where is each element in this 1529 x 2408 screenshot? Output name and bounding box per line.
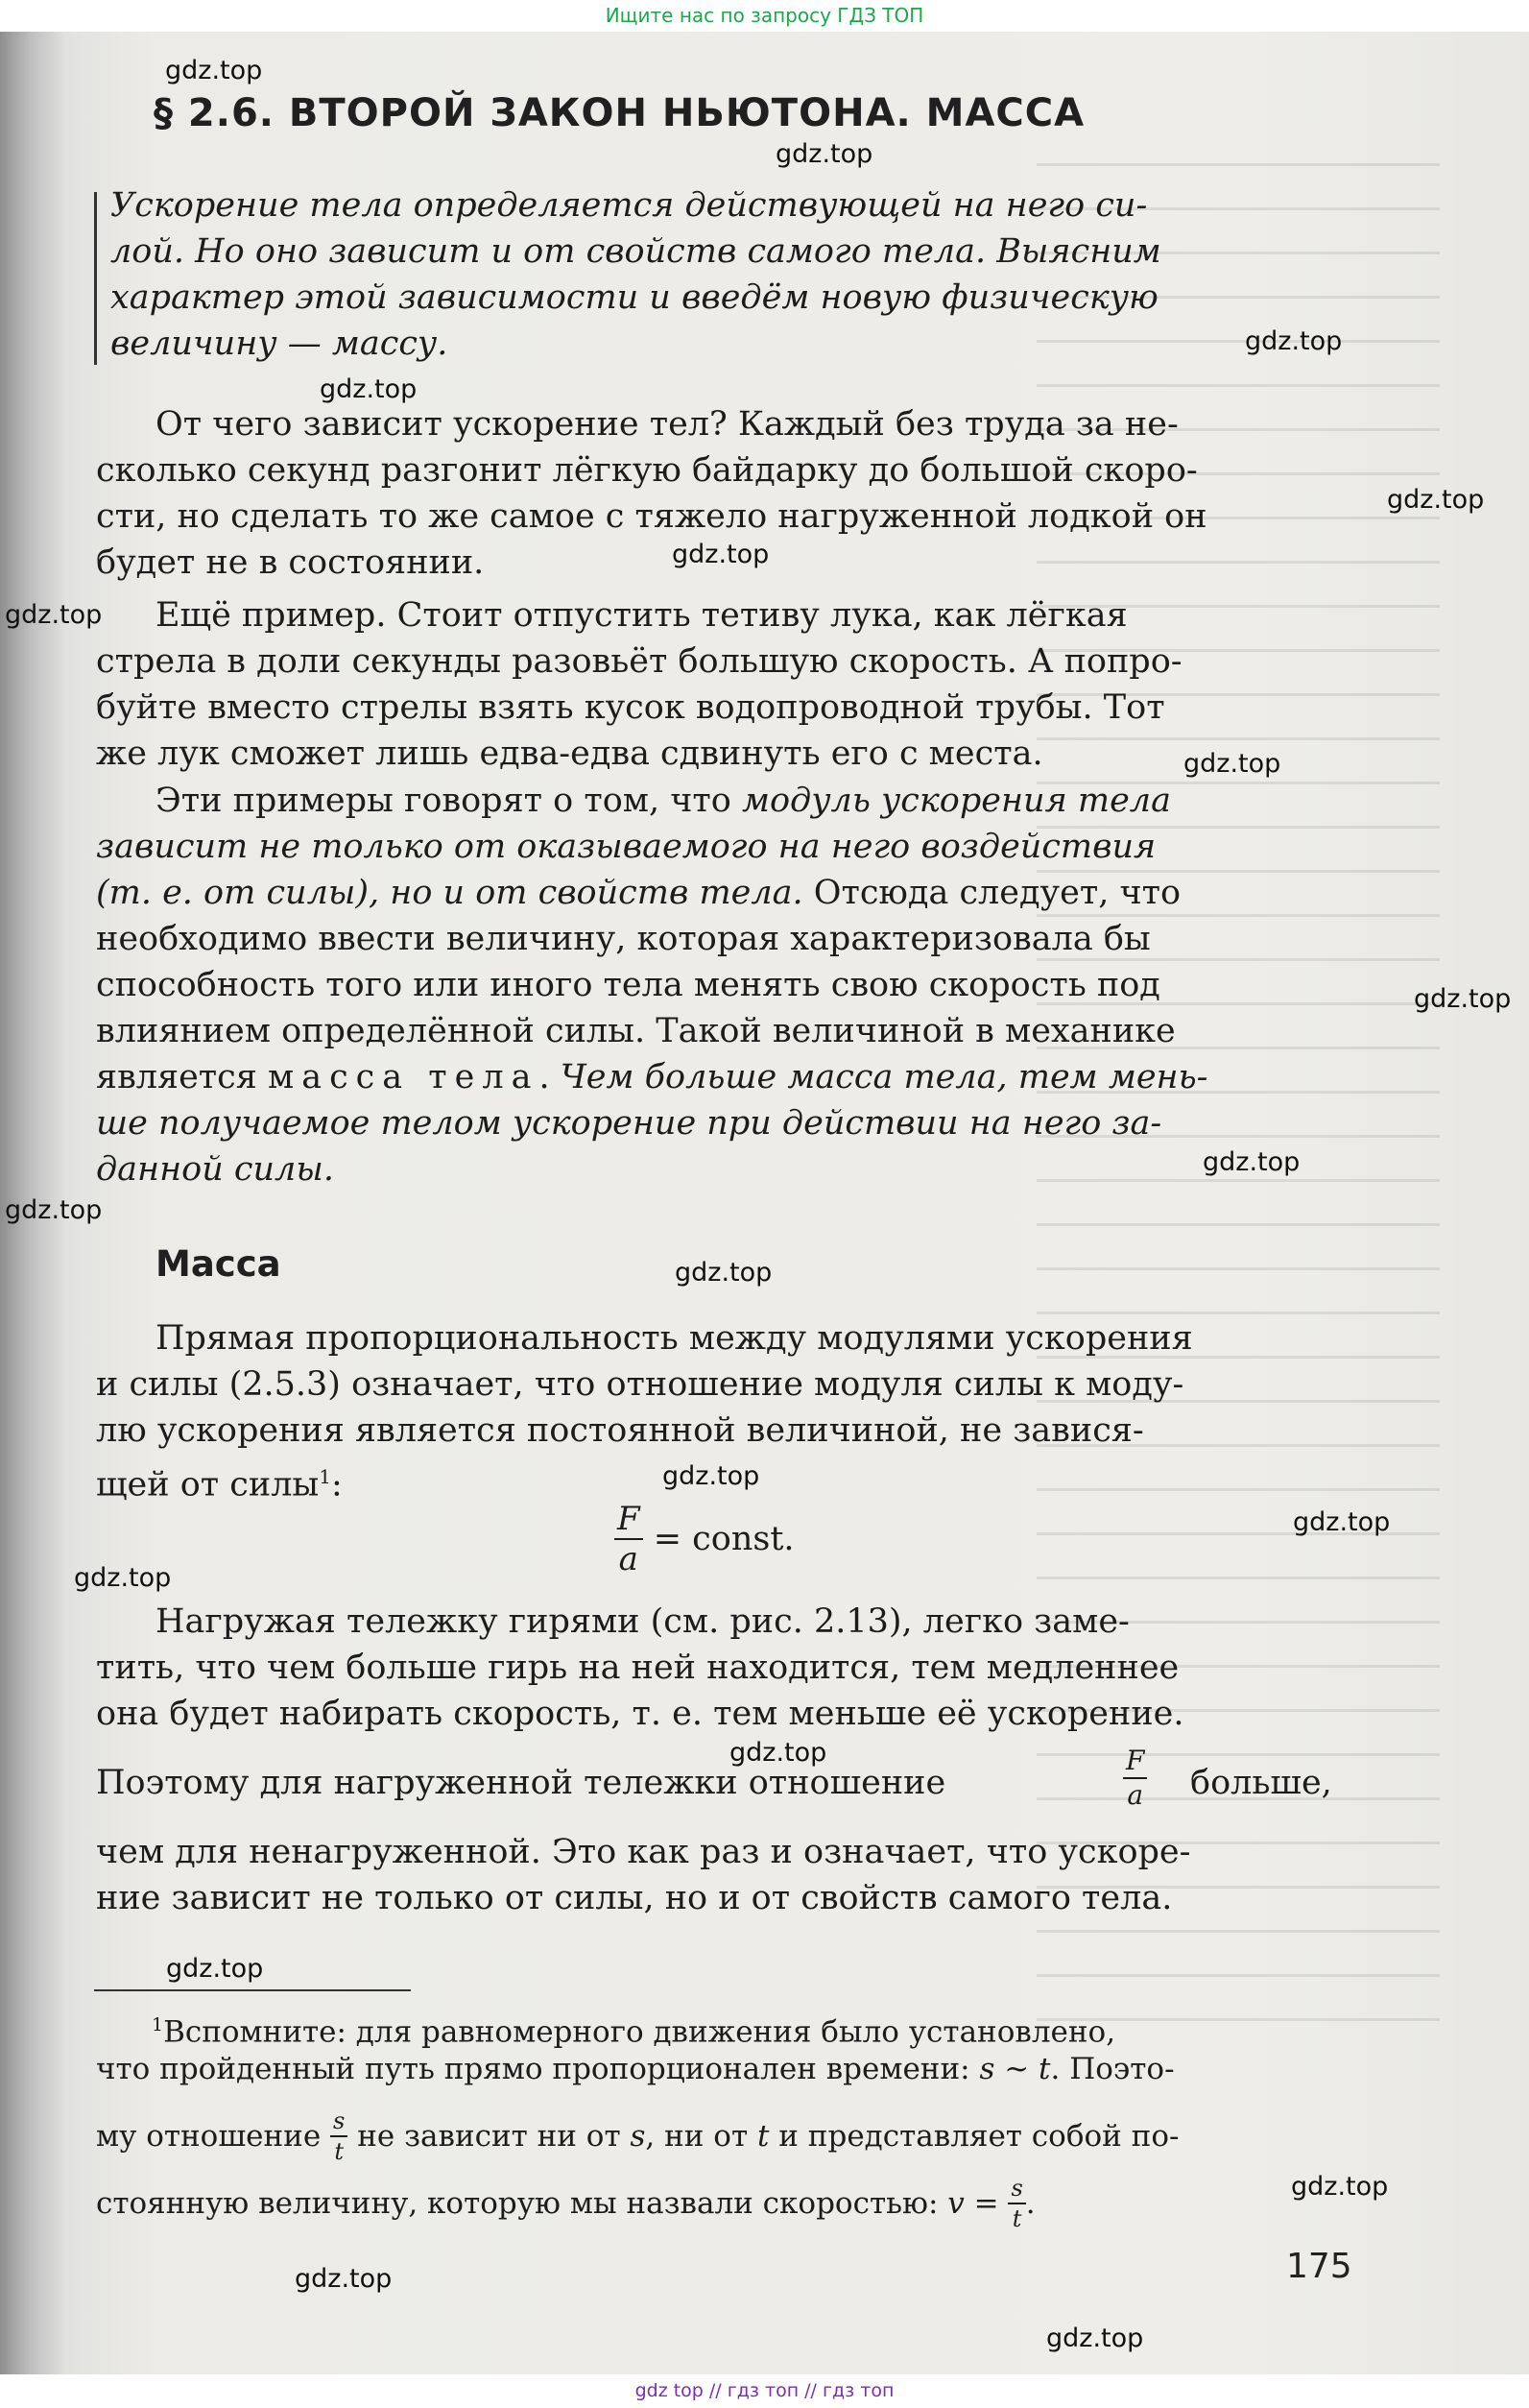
p3-line-1: Эти примеры говорят о том, что модуль ускорения тела: [155, 782, 1171, 820]
watermark-link[interactable]: gdz.top: [5, 1195, 103, 1225]
p1-line-4: будет не в состоянии.: [96, 543, 485, 582]
p3-line-5: способность того или иного тела менять свою скорость под: [96, 966, 1160, 1004]
watermark-link[interactable]: gdz.top: [74, 1563, 172, 1593]
p2-line-3: буйте вместо стрелы взять кусок водопроводной трубы. Тот: [96, 688, 1165, 727]
watermark-link[interactable]: gdz.top: [165, 56, 263, 85]
p4-line-4: щей от силы$^1$:: [96, 1465, 343, 1505]
p3-line-8: ше получаемое телом ускорение при действии на него за-: [96, 1104, 1162, 1143]
footnote-line-3: му отношение $\frac{s}{t}$ не зависит ни от s, ни от t и представляет собой по-: [96, 2107, 1180, 2165]
p3-line-7: является масса тела. Чем больше масса тела, тем мень-: [96, 1058, 1208, 1096]
footnote-rule: [94, 1989, 411, 1991]
watermark-link[interactable]: gdz.top: [1046, 2324, 1144, 2353]
watermark-link[interactable]: gdz.top: [729, 1738, 827, 1768]
watermark-link[interactable]: gdz.top: [672, 540, 770, 569]
p2-line-4: же лук сможет лишь едва-едва сдвинуть его с места.: [96, 734, 1043, 773]
watermark-link[interactable]: gdz.top: [320, 374, 418, 404]
intro-line-3: характер этой зависимости и введём новую физическую: [110, 278, 1159, 317]
p5-line-2: тить, что чем больше гирь на ней находится, тем медленнее: [96, 1649, 1180, 1687]
p2-line-1: Ещё пример. Стоит отпустить тетиву лука, как лёгкая: [155, 596, 1128, 635]
p2-line-2: стрела в доли секунды разовьёт большую скорость. А попро-: [96, 642, 1183, 681]
watermark-link[interactable]: gdz.top: [1387, 485, 1485, 515]
footnote-line-4: стоянную величину, которую мы назвали скоростью: v = $\frac{s}{t}$ .: [96, 2175, 1036, 2232]
intro-side-bar: [94, 192, 97, 365]
watermark-link[interactable]: gdz.top: [776, 139, 873, 169]
p4-line-3: лю ускорения является постоянной величиной, не завися-: [96, 1411, 1144, 1450]
footnote-line-1: $^1$Вспомните: для равномерного движения было установлено,: [152, 2014, 1116, 2050]
p1-line-2: сколько секунд разгонит лёгкую байдарку до большой скоро-: [96, 451, 1198, 490]
p5-fraction: $\frac{F}{a}$: [1123, 1747, 1147, 1809]
watermark-link[interactable]: gdz.top: [5, 600, 103, 630]
top-banner-link[interactable]: Ищите нас по запросу ГДЗ ТОП: [0, 0, 1529, 32]
p1-line-1: От чего зависит ускорение тел? Каждый без труда за не-: [155, 405, 1179, 444]
watermark-link[interactable]: gdz.top: [675, 1258, 773, 1288]
p3-line-6: влиянием определённой силы. Такой величиной в механике: [96, 1012, 1176, 1050]
watermark-link[interactable]: gdz.top: [1183, 749, 1281, 779]
watermark-link[interactable]: gdz.top: [1203, 1147, 1301, 1177]
p5-line-6: ние зависит не только от силы, но и от свойств самого тела.: [96, 1879, 1173, 1917]
p5-line-1: Нагружая тележку гирями (см. рис. 2.13), легко заме-: [155, 1602, 1130, 1641]
p4-line-2: и силы (2.5.3) означает, что отношение модуля силы к моду-: [96, 1365, 1184, 1404]
p3-line-2: зависит не только от оказываемого на него воздействия: [96, 828, 1157, 866]
watermark-link[interactable]: gdz.top: [1245, 326, 1343, 356]
p5-line-5: чем для ненагруженной. Это как раз и означает, что ускоре-: [96, 1833, 1191, 1871]
p4-line-1: Прямая пропорциональность между модулями ускорения: [155, 1319, 1193, 1358]
footnote-line-2: что пройденный путь прямо пропорционален времени: s ~ t. Поэто-: [96, 2052, 1175, 2086]
intro-line-4: величину — массу.: [110, 325, 448, 363]
intro-line-2: лой. Но оно зависит и от свойств самого тела. Выясним: [110, 232, 1161, 271]
footnote-ref[interactable]: 1: [319, 1465, 332, 1488]
section-heading: § 2.6. ВТОРОЙ ЗАКОН НЬЮТОНА. МАССА: [154, 91, 1086, 135]
watermark-link[interactable]: gdz.top: [1293, 1507, 1391, 1537]
p5-line-4b: больше,: [1190, 1764, 1332, 1802]
p5-line-4a: Поэтому для нагруженной тележки отношение: [96, 1764, 946, 1802]
p1-line-3: сти, но сделать то же самое с тяжело нагруженной лодкой он: [96, 497, 1207, 536]
watermark-link[interactable]: gdz.top: [295, 2264, 393, 2294]
watermark-link[interactable]: gdz.top: [662, 1461, 760, 1491]
watermark-link[interactable]: gdz.top: [1414, 984, 1512, 1014]
p3-line-3: (т. е. от силы), но и от свойств тела. Отсюда следует, что: [96, 874, 1182, 912]
intro-line-1: Ускорение тела определяется действующей на него си-: [110, 186, 1148, 225]
p3-line-9: данной силы.: [96, 1150, 334, 1189]
watermark-link[interactable]: gdz.top: [1291, 2172, 1389, 2202]
page-number: 175: [1286, 2247, 1352, 2286]
subheading-mass: Масса: [155, 1243, 281, 1285]
p3-line-4: необходимо ввести величину, которая характеризовала бы: [96, 920, 1151, 958]
p5-line-3: она будет набирать скорость, т. е. тем меньше её ускорение.: [96, 1695, 1184, 1733]
formula-f-over-a: $\frac{F}{a}$ = const.: [614, 1503, 795, 1576]
bottom-links[interactable]: gdz top // гдз топ // гдз топ: [0, 2374, 1529, 2408]
watermark-link[interactable]: gdz.top: [166, 1954, 264, 1984]
